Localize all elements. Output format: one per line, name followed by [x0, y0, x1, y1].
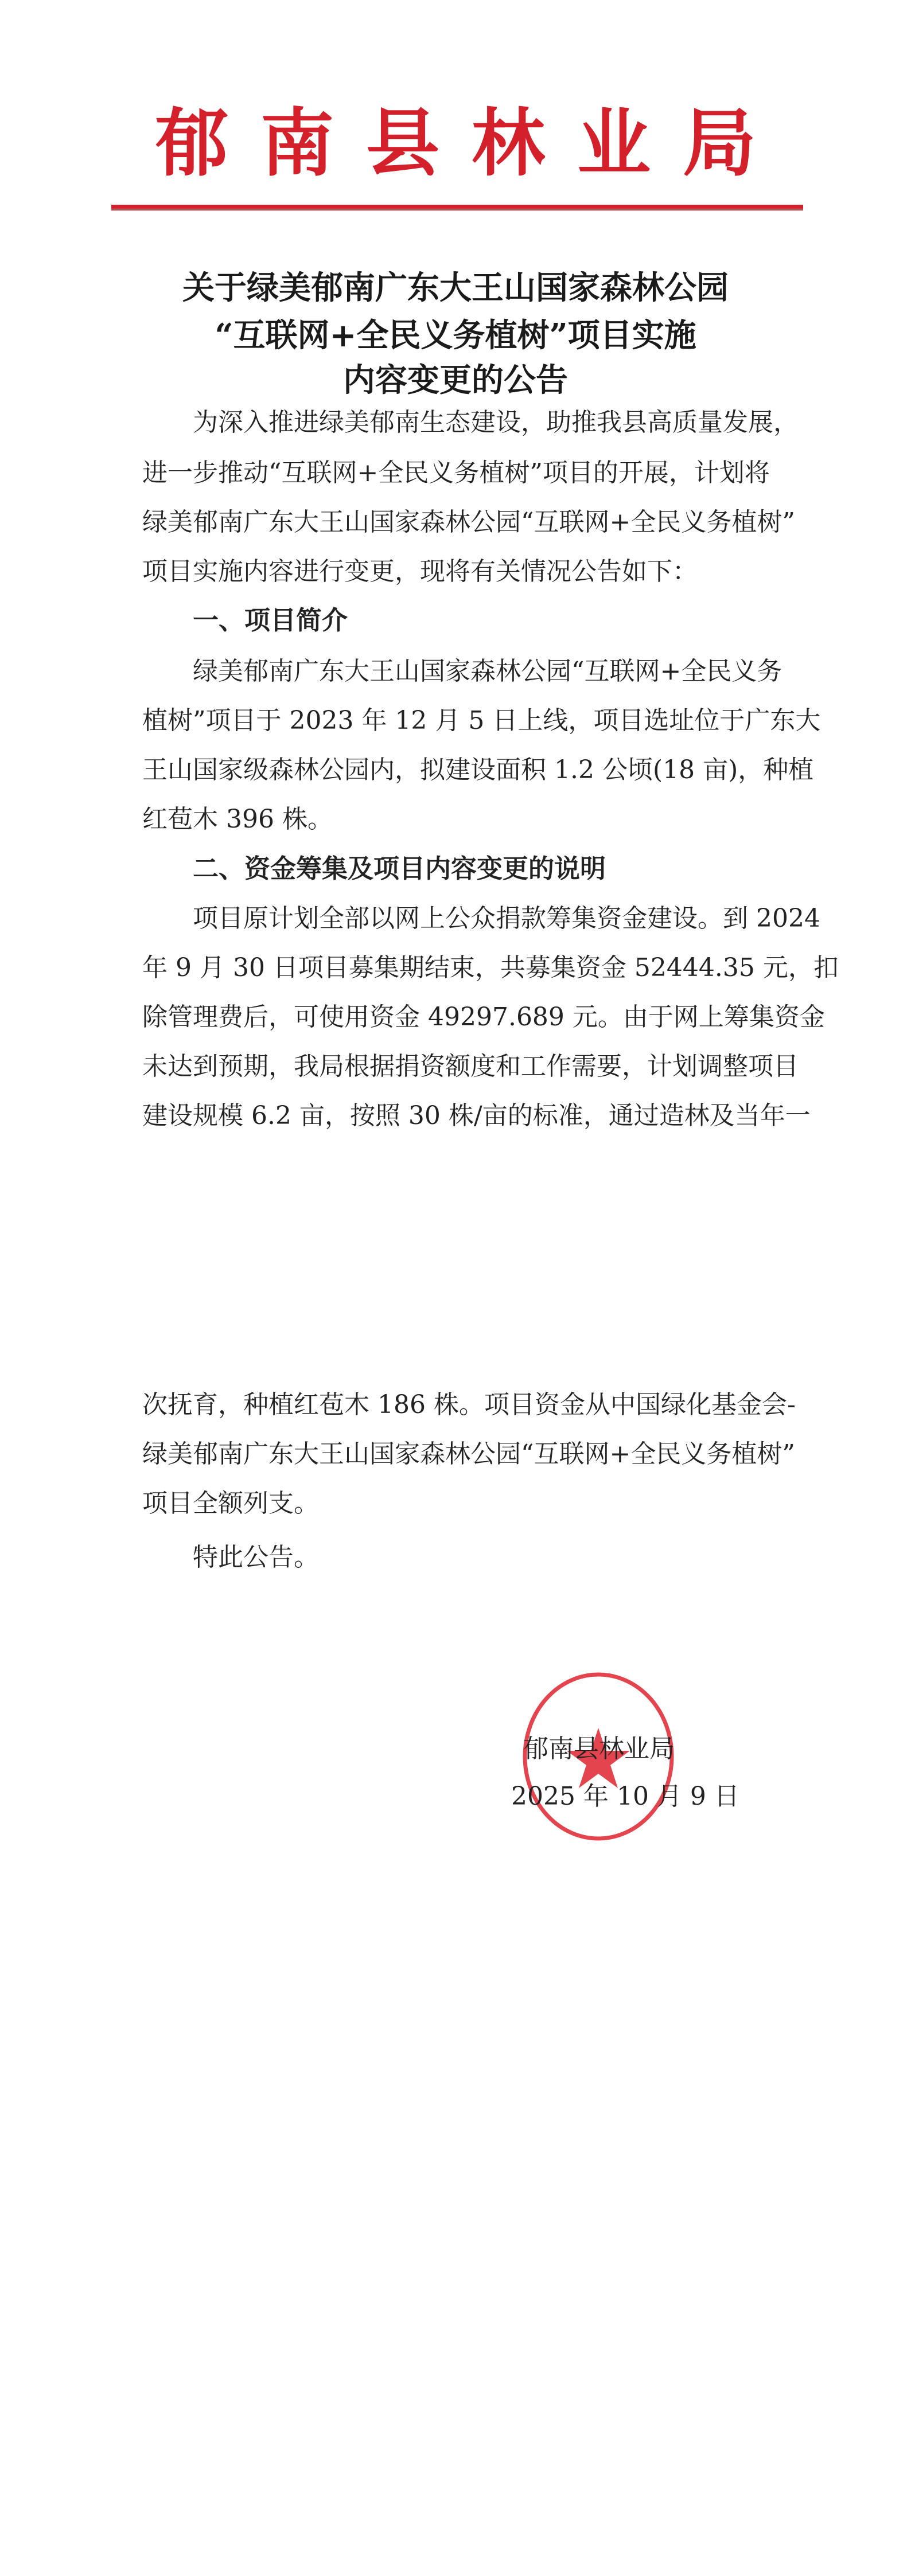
section2-line: 除管理费后，可使用资金 49297.689 元。由于网上筹集资金	[142, 1002, 825, 1032]
section2-line: 未达到预期，我局根据捐资额度和工作需要，计划调整项目	[142, 1052, 799, 1081]
letterhead-divider	[111, 205, 803, 210]
title-line-2: “互联网+全民义务植树”项目实施	[215, 317, 696, 354]
section2-line: 次抚育，种植红苞木 186 株。项目资金从中国绿化基金会-	[142, 1390, 796, 1419]
intro-line: 为深入推进绿美郁南生态建设，助推我县高质量发展，	[193, 408, 799, 437]
closing-text: 特此公告。	[193, 1543, 319, 1572]
section1-line: 王山国家级森林公园内，拟建设面积 1.2 公顷(18 亩)，种植	[142, 755, 814, 784]
section-heading-1: 一、项目简介	[193, 605, 348, 635]
intro-line: 项目实施内容进行变更，现将有关情况公告如下：	[142, 557, 698, 586]
section1-line: 绿美郁南广东大王山国家森林公园“互联网+全民义务	[193, 657, 782, 686]
section1-line: 植树”项目于 2023 年 12 月 5 日上线，项目选址位于广东大	[142, 706, 821, 735]
section-heading-2: 二、资金筹集及项目内容变更的说明	[193, 853, 606, 884]
title-line-1: 关于绿美郁南广东大王山国家森林公园	[182, 269, 729, 307]
letterhead-org-name: 郁南县林业局	[154, 100, 788, 186]
title-line-3: 内容变更的公告	[343, 361, 568, 399]
intro-line: 绿美郁南广东大王山国家森林公园“互联网+全民义务植树”	[142, 508, 795, 537]
section2-line: 绿美郁南广东大王山国家森林公园“互联网+全民义务植树”	[142, 1439, 795, 1469]
section2-line: 项目全额列支。	[142, 1489, 319, 1518]
signature-org: 郁南县林业局	[523, 1734, 675, 1763]
section1-line: 红苞木 396 株。	[142, 805, 333, 834]
section2-line: 建设规模 6.2 亩，按照 30 株/亩的标准，通过造林及当年一	[142, 1101, 811, 1130]
section2-line: 年 9 月 30 日项目募集期结束，共募集资金 52444.35 元，扣	[142, 953, 839, 982]
intro-line: 进一步推动“互联网+全民义务植树”项目的开展，计划将	[142, 458, 770, 487]
section2-line: 项目原计划全部以网上公众捐款筹集资金建设。到 2024	[193, 904, 820, 933]
signature-date: 2025 年 10 月 9 日	[511, 1782, 739, 1811]
